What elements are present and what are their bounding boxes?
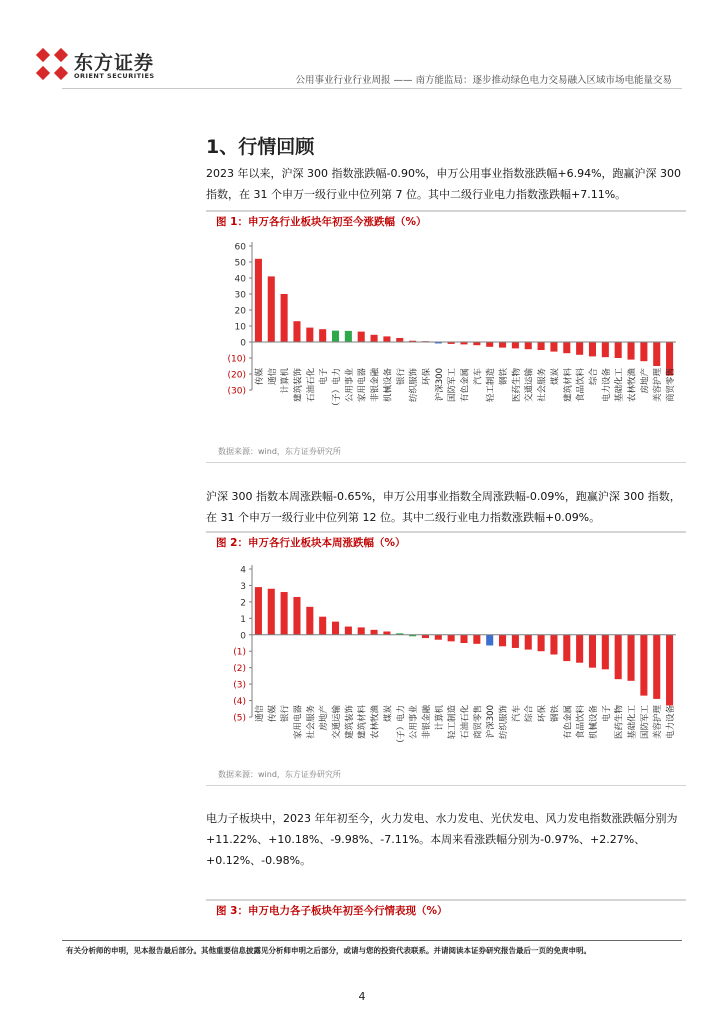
category-label: 钢铁 — [499, 368, 510, 386]
category-label: 环保 — [421, 368, 432, 386]
category-label: 非银金融 — [370, 368, 381, 403]
category-label: 非银金融 — [421, 705, 432, 740]
category-label: 农林牧渔 — [370, 705, 381, 740]
category-label: 有色金属 — [460, 368, 471, 403]
category-label: 机械设备 — [383, 368, 394, 403]
y-tick-label: 4 — [240, 565, 246, 576]
category-label: 计算机 — [280, 368, 291, 394]
category-label: 有色金属 — [563, 705, 574, 740]
category-label: 综合 — [524, 705, 535, 723]
logo-mark-icon — [34, 46, 70, 82]
bar — [525, 342, 532, 349]
bar — [345, 627, 352, 635]
y-tick-label: (20) — [227, 370, 246, 381]
bar — [563, 342, 570, 353]
bar — [473, 635, 480, 644]
category-label: 建筑装饰 — [344, 705, 355, 740]
bar — [538, 635, 545, 651]
y-tick-label: 3 — [240, 581, 246, 592]
y-tick-label: (1) — [233, 647, 246, 658]
figure-2-source: 数据来源：wind，东方证券研究所 — [218, 770, 341, 779]
figure-1-chart — [206, 230, 686, 444]
bar — [293, 321, 300, 342]
bar — [460, 635, 467, 643]
logo-english-name: ORIENT SECURITIES — [74, 72, 155, 80]
figure-2-title: 图 2：申万各行业板块本周涨跌幅（%） — [206, 531, 686, 551]
paragraph-ytd-summary: 2023 年以来，沪深 300 指数涨跌幅-0.90%，申万公用事业指数涨跌幅+6.94%，跑赢沪深 300 指数，在 31 个申万一级行业中位列第 7 位。其中二级行业电力指数涨跌幅+7.11%。 — [206, 167, 682, 201]
category-label: 国防军工 — [447, 368, 458, 403]
category-label: 社会服务 — [537, 368, 548, 403]
category-label: 电力设备 — [666, 705, 677, 740]
bar — [589, 635, 596, 668]
y-tick-label: 50 — [234, 258, 246, 269]
category-label: 交通运输 — [332, 705, 343, 740]
figure-1-source: 数据来源：wind，东方证券研究所 — [218, 447, 341, 456]
bar — [281, 294, 288, 342]
category-label: 煤炭 — [383, 705, 394, 723]
category-label: 国防军工 — [640, 705, 651, 740]
category-label: 公用事业 — [344, 368, 355, 403]
company-logo — [34, 46, 174, 82]
category-label: 食品饮料 — [576, 705, 587, 740]
bar — [358, 627, 365, 634]
category-label: 美容护理 — [653, 368, 664, 403]
category-label: 沪深300 — [486, 705, 497, 739]
category-label: 交通运输 — [524, 368, 535, 403]
bar — [435, 635, 442, 640]
category-label: 社会服务 — [306, 705, 317, 740]
bar — [371, 630, 378, 635]
figure-2-chart — [206, 551, 686, 767]
category-label: 医药生物 — [614, 705, 625, 740]
bar — [602, 635, 609, 670]
bar — [627, 342, 634, 360]
figure-1-title: 图 1：申万各行业板块年初至今涨跌幅（%） — [206, 210, 686, 230]
bar — [512, 635, 519, 648]
bar — [589, 342, 596, 356]
y-tick-label: (5) — [233, 713, 246, 724]
bar — [512, 342, 519, 348]
bar — [306, 328, 313, 342]
bar — [615, 635, 622, 679]
bar — [371, 335, 378, 342]
figure-3-title: 图 3：申万电力各子板块年初至今行情表现（%） — [206, 899, 686, 919]
category-label: 综合 — [588, 368, 599, 386]
y-tick-label: 60 — [234, 242, 246, 253]
category-label: 食品饮料 — [576, 368, 587, 403]
bar — [550, 635, 557, 655]
bar — [538, 342, 545, 350]
y-tick-label: 10 — [234, 322, 246, 333]
category-label: 美容护理 — [653, 705, 664, 740]
category-label: 钢铁 — [550, 705, 561, 723]
category-label: 传媒 — [267, 705, 278, 723]
bar — [550, 342, 557, 352]
bar — [486, 342, 493, 347]
category-label: 商贸零售 — [473, 705, 484, 740]
category-label: 房地产 — [640, 368, 651, 394]
category-label: 建筑材料 — [357, 705, 368, 740]
category-label: 计算机 — [434, 705, 445, 731]
disclaimer-text: 有关分析师的申明，见本报告最后部分。其他重要信息披露见分析师申明之后部分，或请与您的投资代表联系。并请阅读本证券研究报告最后一页的免责申明。 — [66, 946, 591, 955]
category-label: 基础化工 — [614, 368, 625, 403]
category-label: 银行 — [396, 368, 407, 386]
category-label: 建筑装饰 — [293, 368, 304, 403]
bar — [499, 635, 506, 647]
bar — [576, 635, 583, 663]
category-label: 煤炭 — [550, 368, 561, 386]
bar — [281, 592, 288, 635]
bar — [486, 635, 493, 646]
bar — [268, 276, 275, 342]
bar — [653, 635, 660, 699]
category-label: 电子 — [319, 368, 330, 386]
section-title: 1、行情回顾 — [206, 136, 315, 158]
bar — [615, 342, 622, 358]
bar — [319, 617, 326, 635]
category-label: 传媒 — [254, 368, 265, 386]
report-header-line: 公用事业行业行业周报 —— 南方能监局：逐步推动绿色电力交易融入区域市场电能量交易 — [295, 75, 672, 86]
paragraph-weekly-summary: 沪深 300 指数本周涨跌幅-0.65%，申万公用事业指数全周涨跌幅-0.09%，跑赢沪深 300 指数，在 31 个申万一级行业中位列第 12 位。其中二级行业电力指数涨跌幅+0.09%。 — [206, 490, 681, 524]
page-number: 4 — [358, 990, 366, 1003]
category-label: （子）电力 — [396, 705, 407, 748]
category-label: 轻工制造 — [447, 705, 458, 740]
paragraph-power-subsectors: 电力子板块中，2023 年年初至今，火力发电、水力发电、光伏发电、风力发电指数涨跌幅分别为+11.22%、+10.18%、-9.98%、-7.11%。本周来看涨跌幅分别为-0.97%、+2.27%、+0.12%、-0.98%。 — [206, 812, 678, 867]
category-label: 建筑材料 — [563, 368, 574, 403]
bar — [345, 331, 352, 342]
category-label: 汽车 — [511, 705, 522, 723]
bar — [653, 342, 660, 366]
category-label: 电力设备 — [601, 368, 612, 403]
category-label: 商贸零售 — [666, 368, 677, 403]
bar — [499, 342, 506, 348]
category-label: （子）电力 — [332, 368, 343, 411]
bar — [525, 635, 532, 650]
bar — [576, 342, 583, 355]
bar — [448, 635, 455, 642]
y-tick-label: 0 — [240, 338, 246, 349]
category-label: 基础化工 — [627, 705, 638, 740]
category-label: 银行 — [280, 705, 291, 723]
category-label: 通信 — [254, 705, 265, 723]
category-label: 公用事业 — [409, 705, 420, 740]
bar — [627, 635, 634, 681]
y-tick-label: 30 — [234, 290, 246, 301]
category-label: 医药生物 — [511, 368, 522, 403]
bar — [396, 338, 403, 342]
bar — [255, 587, 262, 635]
header-divider — [62, 88, 682, 89]
bar — [293, 597, 300, 635]
bar — [640, 635, 647, 696]
category-label: 房地产 — [319, 705, 330, 731]
bar — [666, 635, 673, 706]
y-tick-label: (30) — [227, 386, 246, 397]
y-tick-label: 0 — [240, 631, 246, 642]
bar — [332, 622, 339, 635]
category-label: 家用电器 — [357, 368, 368, 403]
logo-chinese-name: 东方证券 — [74, 52, 155, 74]
category-label: 农林牧渔 — [627, 368, 638, 403]
footer-divider — [62, 940, 682, 941]
bar — [268, 589, 275, 635]
category-label: 环保 — [537, 705, 548, 723]
category-label: 汽车 — [473, 368, 484, 386]
bar — [255, 259, 262, 342]
y-tick-label: 20 — [234, 306, 246, 317]
bar — [563, 635, 570, 661]
bar — [306, 607, 313, 635]
category-label: 纺织服饰 — [499, 705, 510, 740]
category-label: 石油石化 — [460, 705, 471, 740]
y-tick-label: 2 — [240, 598, 246, 609]
y-tick-label: 40 — [234, 274, 246, 285]
y-tick-label: (4) — [233, 697, 246, 708]
category-label: 纺织服饰 — [409, 368, 420, 403]
y-tick-label: (2) — [233, 664, 246, 675]
bar — [602, 342, 609, 357]
figure-1-frame — [206, 230, 686, 463]
category-label: 机械设备 — [588, 705, 599, 740]
y-tick-label: (10) — [227, 354, 246, 365]
bar — [332, 331, 339, 342]
category-label: 电子 — [601, 705, 612, 723]
bar — [319, 329, 326, 342]
category-label: 轻工制造 — [486, 368, 497, 403]
figure-2-frame — [206, 551, 686, 786]
bar — [640, 342, 647, 361]
bar — [383, 336, 390, 342]
category-label: 沪深300 — [434, 368, 445, 402]
bar — [358, 332, 365, 342]
y-tick-label: (3) — [233, 680, 246, 691]
y-tick-label: 1 — [240, 614, 246, 625]
category-label: 石油石化 — [306, 368, 317, 403]
category-label: 通信 — [267, 368, 278, 386]
category-label: 家用电器 — [293, 705, 304, 740]
